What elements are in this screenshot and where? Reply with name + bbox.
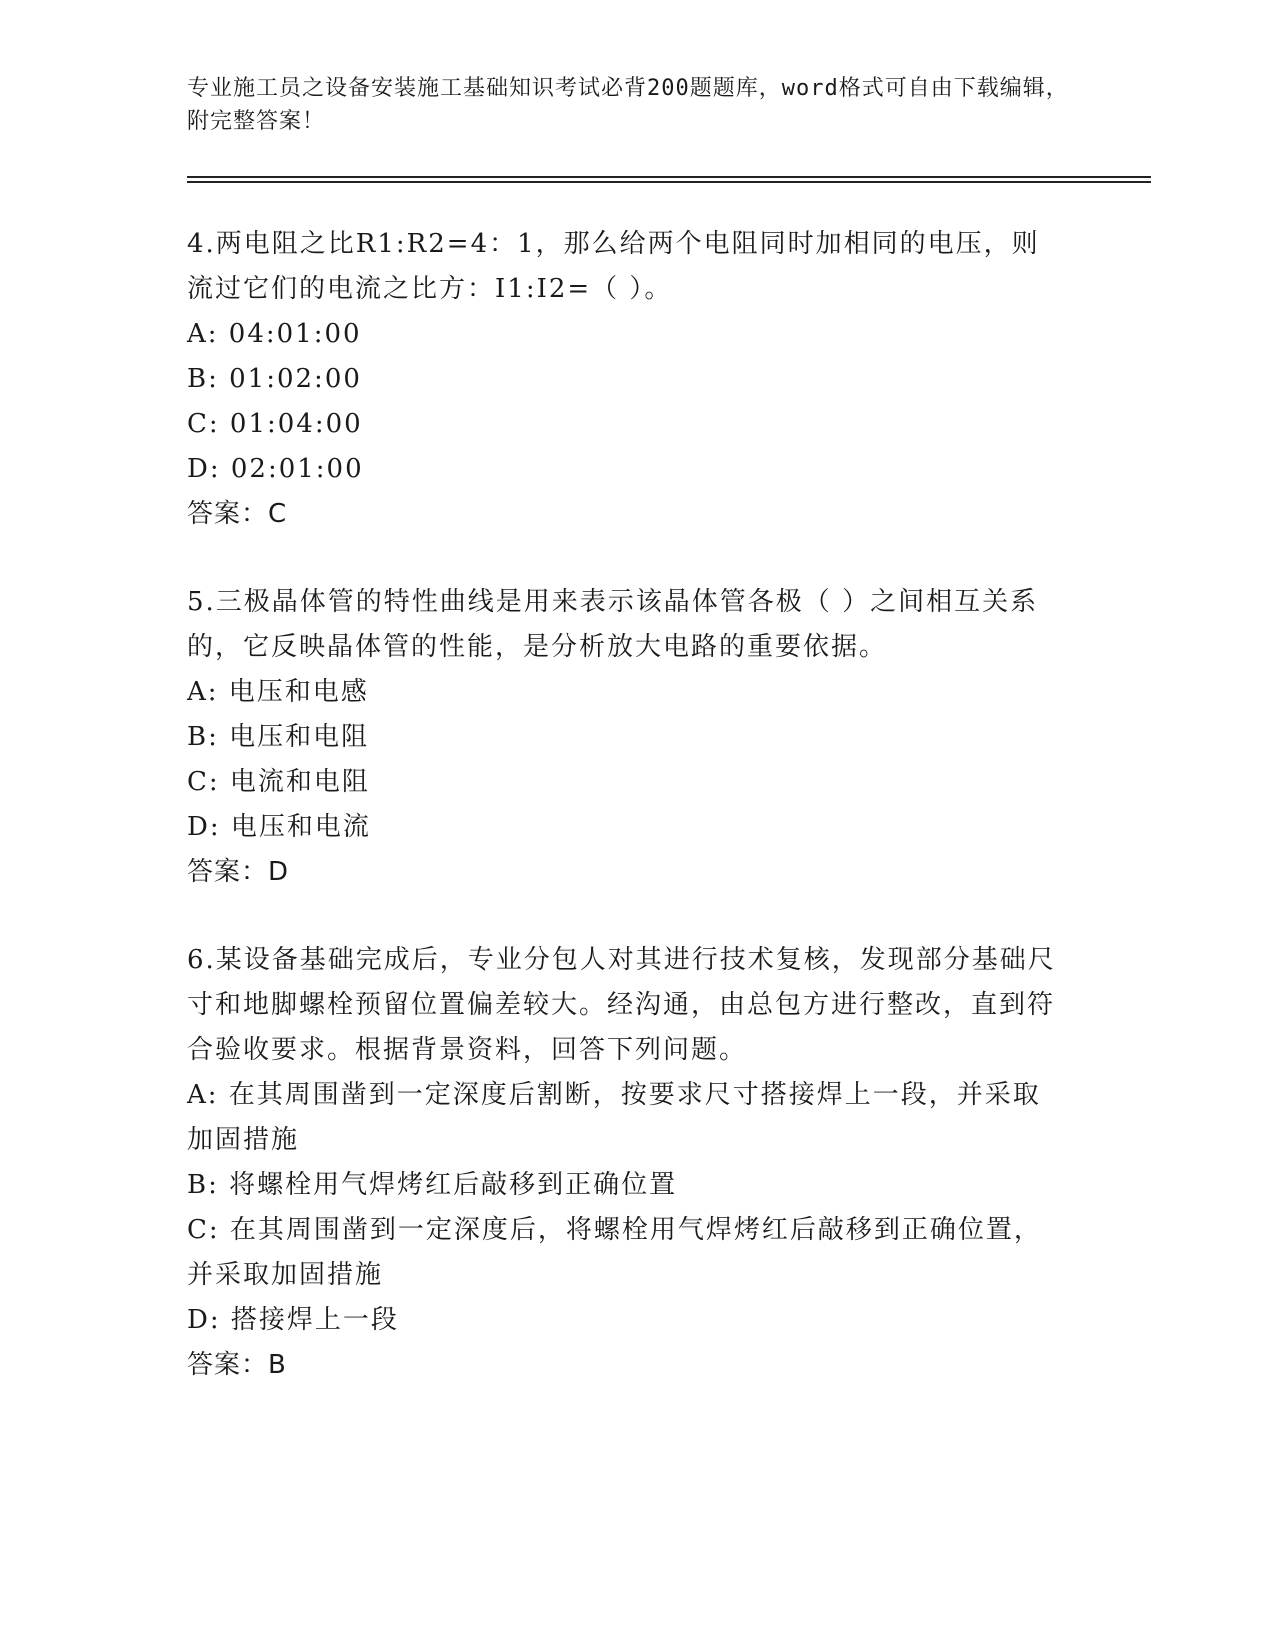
option-b: B: 将螺栓用气焊烤红后敲移到正确位置 xyxy=(187,1170,678,1200)
question-text: 5.三极晶体管的特性曲线是用来表示该晶体管各极（ ）之间相互关系的，它反映晶体管的性能，是分析放大电路的重要依据。 xyxy=(187,587,1039,662)
question-6 xyxy=(187,938,1067,1388)
option-d: D: 02:01:00 xyxy=(187,454,364,484)
answer-label: 答案：B xyxy=(187,1350,287,1380)
option-a: A: 在其周围凿到一定深度后割断，按要求尺寸搭接焊上一段，并采取加固措施 xyxy=(187,1080,1041,1155)
answer-label: 答案：C xyxy=(187,499,288,529)
question-4 xyxy=(187,222,1067,537)
question-text: 6.某设备基础完成后，专业分包人对其进行技术复核，发现部分基础尺寸和地脚螺栓预留位置偏差较大。经沟通，由总包方进行整改，直到符合验收要求。根据背景资料，回答下列问题。 xyxy=(187,945,1056,1065)
header-divider-bottom xyxy=(187,181,1151,183)
option-d: D: 搭接焊上一段 xyxy=(187,1305,399,1335)
header-divider-top xyxy=(187,176,1151,178)
option-c: C: 01:04:00 xyxy=(187,409,363,439)
option-b: B: 01:02:00 xyxy=(187,364,362,394)
option-a: A: 04:01:00 xyxy=(187,319,362,349)
option-b: B: 电压和电阻 xyxy=(187,722,370,752)
question-5 xyxy=(187,580,1067,895)
option-d: D: 电压和电流 xyxy=(187,812,371,842)
document-header: 专业施工员之设备安装施工基础知识考试必背200题题库，word格式可自由下载编辑，附完整答案！ xyxy=(187,76,1069,134)
answer-label: 答案：D xyxy=(187,857,290,887)
question-text: 4.两电阻之比R1:R2=4：1，那么给两个电阻同时加相同的电压，则流过它们的电流之比方：I1:I2=（ ）。 xyxy=(187,229,1040,304)
option-c: C: 电流和电阻 xyxy=(187,767,370,797)
option-c: C: 在其周围凿到一定深度后，将螺栓用气焊烤红后敲移到正确位置，并采取加固措施 xyxy=(187,1215,1042,1290)
option-a: A: 电压和电感 xyxy=(187,677,369,707)
